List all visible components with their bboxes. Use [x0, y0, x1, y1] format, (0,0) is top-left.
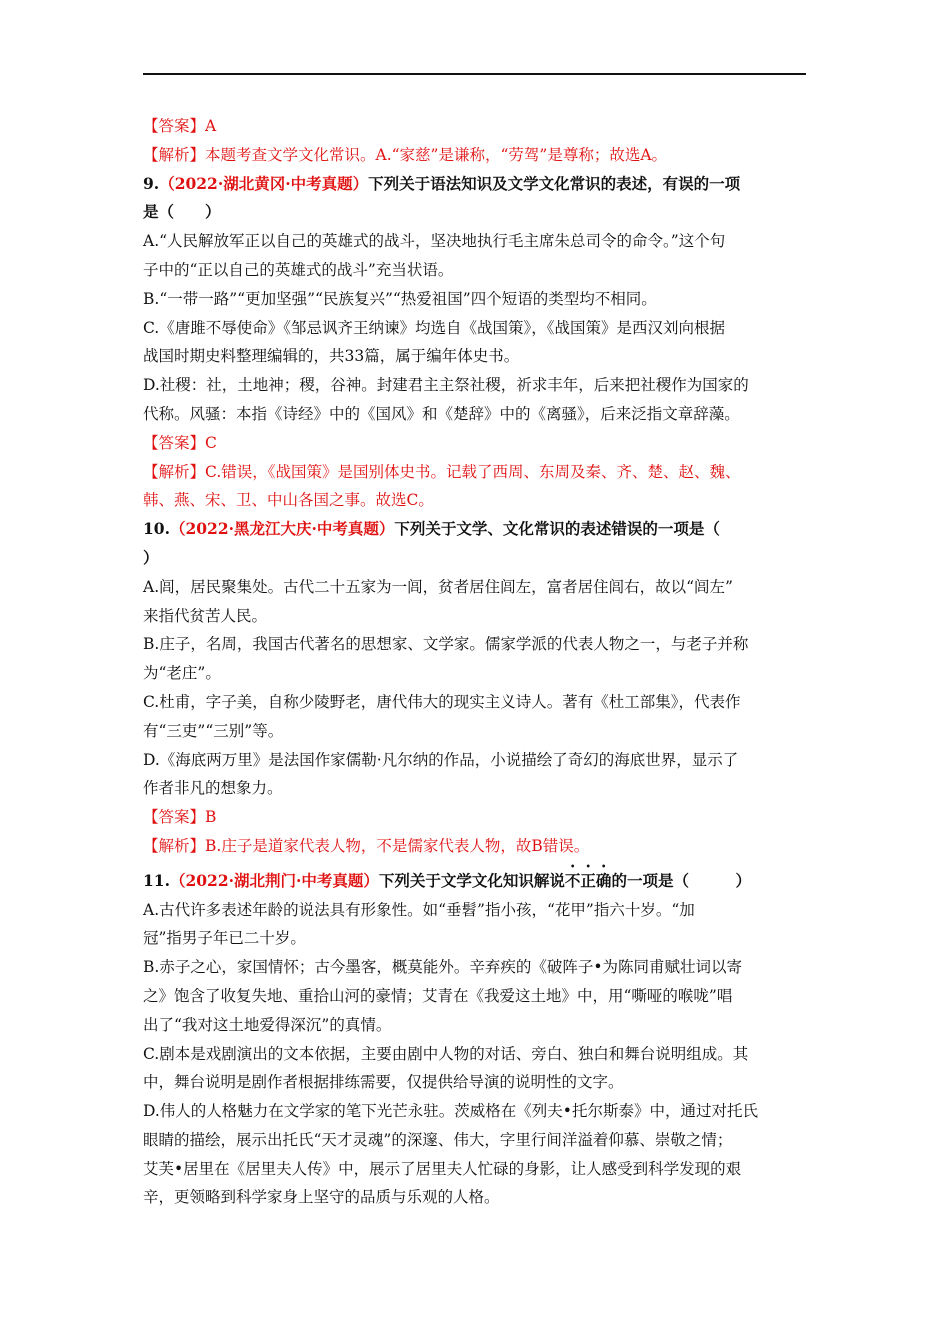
analysis-label: 【解析】 [143, 836, 206, 855]
q11-option-b: B.赤子之心，家国情怀；古今墨客，概莫能外。辛弃疾的《破阵子•为陈同甫赋壮词以寄 [143, 958, 742, 977]
q10-stem-cont: ） [143, 547, 159, 567]
answer-value: C [205, 433, 217, 452]
document-page [143, 112, 808, 1212]
q10-option-b-cont: 为“老庄”。 [143, 664, 221, 683]
answer-value: A [205, 117, 217, 135]
q9-option-a: A.“人民解放军正以自己的英雄式的战斗，坚决地执行毛主席朱总司令的命令。”这个句 [143, 232, 726, 251]
q9-option-c-cont: 战国时期史料整理编辑的，共33篇，属于编年体史书。 [143, 347, 520, 366]
q10-option-c-cont: 有“三吏”“三别”等。 [143, 721, 284, 740]
q9-analysis [143, 458, 808, 487]
analysis-label: 【解析】 [143, 145, 206, 164]
q10-option-b: B.庄子，名周，我国古代著名的思想家、文学家。儒家学派的代表人物之一，与老子并称 [143, 635, 749, 654]
analysis-text: 本题考查文学文化常识。A.“家慈”是谦称，“劳驾”是尊称；故选A。 [205, 145, 668, 164]
q11-option-d-cont: 眼睛的描绘，展示出托氏“天才灵魂”的深邃、伟大，字里行间洋溢着仰慕、崇敬之情； [143, 1130, 733, 1149]
q9-stem-text: 下列关于语法知识及文学文化常识的表述，有误的一项 [368, 173, 741, 193]
q11-option-b-cont2: 出了“我对这土地爱得深沉”的真情。 [143, 1015, 392, 1034]
q11-option-c-cont: 中，舞台说明是剧作者根据排练需要，仅提供给导演的说明性的文字。 [143, 1073, 624, 1092]
q11-number: 11. [143, 870, 170, 890]
q11-option-d-cont2: 艾芙•居里在《居里夫人传》中，展示了居里夫人忙碌的身影，让人感受到科学发现的艰 [143, 1159, 742, 1178]
header-rule [143, 73, 806, 75]
q11-option-a-cont: 冠”指男子年已二十岁。 [143, 929, 306, 948]
answer-label: 【答案】 [143, 117, 206, 135]
q11-option-c: C.剧本是戏剧演出的文本依据，主要由剧中人物的对话、旁白、独白和舞台说明组成。其 [143, 1044, 749, 1063]
analysis-text: B.庄子是道家代表人物，不是儒家代表人物，故B错误。 [205, 836, 590, 855]
q10-stem-text: 下列关于文学、文化常识的表述错误的一项是（ [394, 519, 720, 539]
q11-source: （2022·湖北荆门·中考真题） [169, 870, 379, 890]
q9-analysis-cont: 韩、燕、宋、卫、中山各国之事。故选C。 [143, 491, 434, 510]
q11-stem-tail: 的一项是（ ） [611, 870, 751, 890]
analysis-text: C.错误，《战国策》是国别体史书。记载了西周、东周及秦、齐、楚、赵、魏、 [205, 462, 741, 481]
q10-stem [143, 515, 808, 544]
q10-option-a-cont: 来指代贫苦人民。 [143, 606, 268, 625]
q9-stem [143, 170, 808, 199]
q9-answer [143, 429, 808, 458]
q9-number: 9. [143, 173, 160, 193]
q10-option-a: A.闾，居民聚集处。古代二十五家为一闾，贫者居住闾左，富者居住闾右，故以“闾左” [143, 577, 733, 596]
q10-source: （2022·黑龙江大庆·中考真题） [169, 519, 395, 539]
q9-option-d-cont: 代称。风骚：本指《诗经》中的《国风》和《楚辞》中的《离骚》，后来泛指文章辞藻。 [143, 404, 740, 423]
q10-option-d-cont: 作者非凡的想象力。 [143, 779, 283, 798]
q10-answer [143, 803, 808, 832]
q9-option-a-cont: 子中的“正以自己的英雄式的战斗”充当状语。 [143, 260, 454, 279]
q9-option-c: C.《唐雎不辱使命》《邹忌讽齐王纳谏》均选自《战国策》，《战国策》是西汉刘向根据 [143, 318, 725, 337]
analysis-label: 【解析】 [143, 462, 206, 481]
answer-label: 【答案】 [143, 433, 206, 452]
q11-stem [143, 861, 808, 896]
answer-label: 【答案】 [143, 808, 206, 827]
q11-option-d-cont3: 辛，更领略到科学家身上坚守的品质与乐观的人格。 [143, 1188, 500, 1207]
q9-stem-cont: 是（ ） [143, 202, 221, 222]
q11-option-a: A.古代许多表述年龄的说法具有形象性。如“垂髫”指小孩，“花甲”指六十岁。“加 [143, 900, 695, 919]
q11-emphasis-text: 不正确 [564, 870, 612, 890]
q11-option-b-cont: 之》饱含了收复失地、重拾山河的豪情；艾青在《我爱这土地》中，用“嘶哑的喉咙”唱 [143, 986, 733, 1005]
q10-analysis [143, 832, 808, 861]
q10-option-d: D.《海底两万里》是法国作家儒勒·凡尔纳的作品，小说描绘了奇幻的海底世界，显示了 [143, 750, 739, 769]
q9-option-d: D.社稷：社，土地神；稷，谷神。封建君主主祭社稷，祈求丰年，后来把社稷作为国家的 [143, 376, 749, 395]
q11-stem-text: 下列关于文学文化知识解说 [378, 870, 565, 890]
answer-line [143, 112, 808, 141]
answer-value: B [205, 808, 217, 827]
q10-option-c: C.杜甫，字子美，自称少陵野老，唐代伟大的现实主义诗人。著有《杜工部集》，代表作 [143, 692, 741, 711]
q9-source: （2022·湖北黄冈·中考真题） [159, 173, 369, 193]
q9-option-b: B.“一带一路”“更加坚强”“民族复兴”“热爱祖国”四个短语的类型均不相同。 [143, 289, 657, 308]
q11-option-d: D.伟人的人格魅力在文学家的笔下光芒永驻。茨威格在《列夫•托尔斯泰》中，通过对托氏 [143, 1102, 758, 1121]
q10-number: 10. [143, 519, 170, 539]
analysis-line [143, 141, 808, 170]
